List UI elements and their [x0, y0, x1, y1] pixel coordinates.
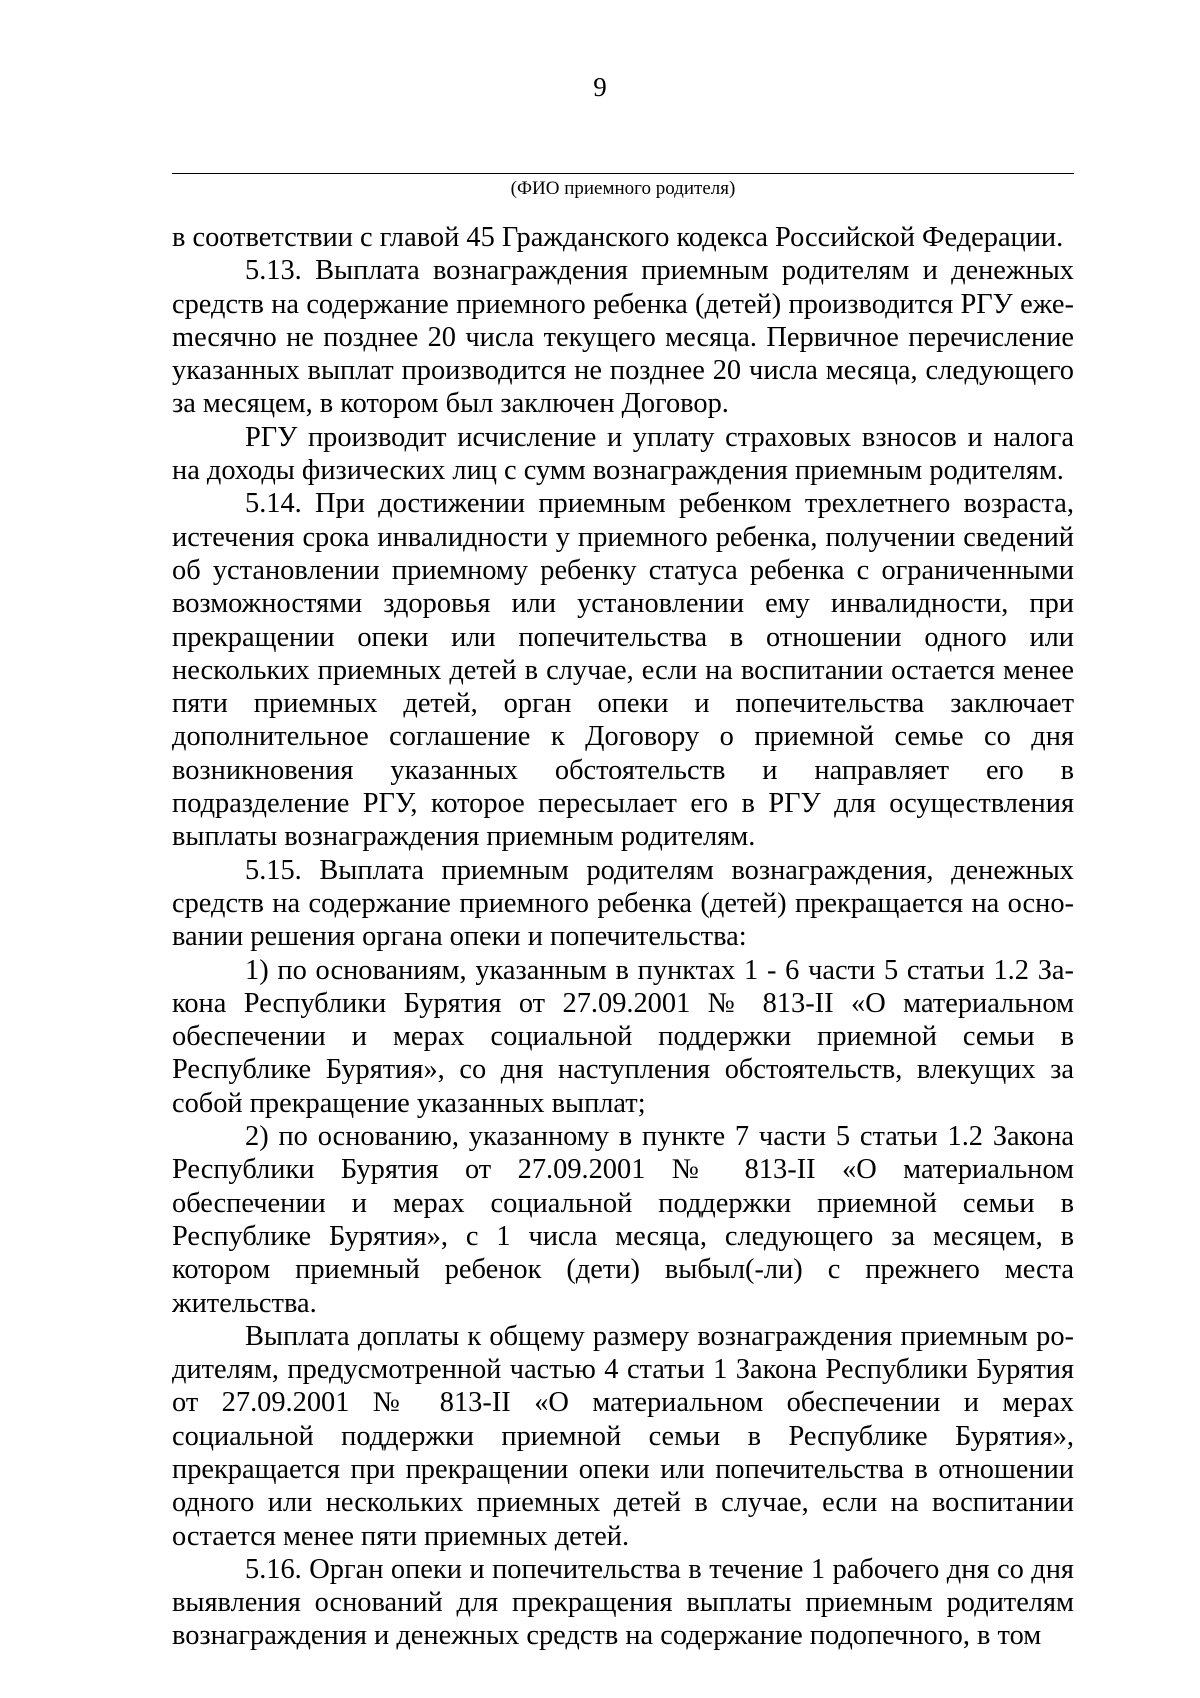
- document-body: [172, 221, 1074, 1653]
- paragraph-5-14: 5.14. При достижении приемным ребенком трехлетнего возраста, истечения срока инвалидности у приемного ребенка, получении сведений об установлении приемному ребенку статуса ребенка с ограниченными возможностями здоровья или установлении ему инвалидности, при прекращении опеки или попечительства в отношении одного или нескольких приемных детей в случае, если на воспитании остается менее пяти приемных детей, орган опеки и попечительства заключает дополнительное соглашение к Договору о приемной семье со дня возникновения указанных обстоятельств и направляет его в подразделение РГУ, которое пересылает его в РГУ для осуществления выплаты вознаграждения приемным родителям.: [172, 488, 1074, 853]
- fio-caption: (ФИО приемного родителя): [510, 178, 736, 199]
- paragraph-rgu-taxes: РГУ производит исчисление и уплату страховых взносов и налога на доходы физических лиц с сумм вознаграждения приемным родителям.: [172, 421, 1074, 487]
- fio-signature-line: [172, 173, 1074, 174]
- paragraph-surcharge: Выплата доплаты к общему размеру вознаграждения приемным родителям, предусмотренной частью 4 статьи 1 Закона Республики Бурятия от 27.09.2001 № 813-II «О материальном обеспечении и мерах социальной поддержки приемной семьи в Республике Бурятия», прекращается при прекращении опеки или попечительства в отношении одного или нескольких приемных детей в случае, если на воспитании остается менее пяти приемных детей.: [172, 1320, 1074, 1552]
- paragraph-5-15-item-1: 1) по основаниям, указанным в пунктах 1 - 6 части 5 статьи 1.2 Закона Республики Бурятия от 27.09.2001 № 813-II «О материальном обеспечении и мерах социальной поддержки приемной семьи в Республике Бурятия», со дня наступления обстоятельств, влекущих за собой прекращение указанных выплат;: [172, 954, 1074, 1119]
- page-number: 9: [593, 72, 607, 102]
- paragraph-5-15-item-2: 2) по основанию, указанному в пункте 7 части 5 статьи 1.2 Закона Республики Бурятия от 27.09.2001 № 813-II «О материальном обеспечении и мерах социальной поддержки приемной семьи в Республике Бурятия», с 1 числа месяца, следующего за месяцем, в котором приемный ребенок (дети) выбыл(-ли) с прежнего места жительства.: [172, 1121, 1074, 1319]
- paragraph-5-16: 5.16. Орган опеки и попечительства в течение 1 рабочего дня со дня выявления оснований для прекращения выплаты приемным родителям вознаграждения и денежных средств на содержание подопечного, в том: [172, 1553, 1074, 1652]
- paragraph-continuation: в соответствии с главой 45 Гражданского кодекса Российской Федерации.: [172, 222, 1064, 253]
- paragraph-5-15: 5.15. Выплата приемным родителям вознаграждения, денежных средств на содержание приемного ребенка (детей) прекращается на основании решения органа опеки и попечительства:: [172, 854, 1074, 953]
- paragraph-5-13: 5.13. Выплата вознаграждения приемным родителям и денежных средств на содержание приемного ребенка (детей) производится РГУ ежеmесячно не позднее 20 числа текущего месяца. Первичное перечисление указанных выплат производится не позднее 20 числа месяца, следующего за месяцем, в котором был заключен Договор.: [172, 255, 1074, 420]
